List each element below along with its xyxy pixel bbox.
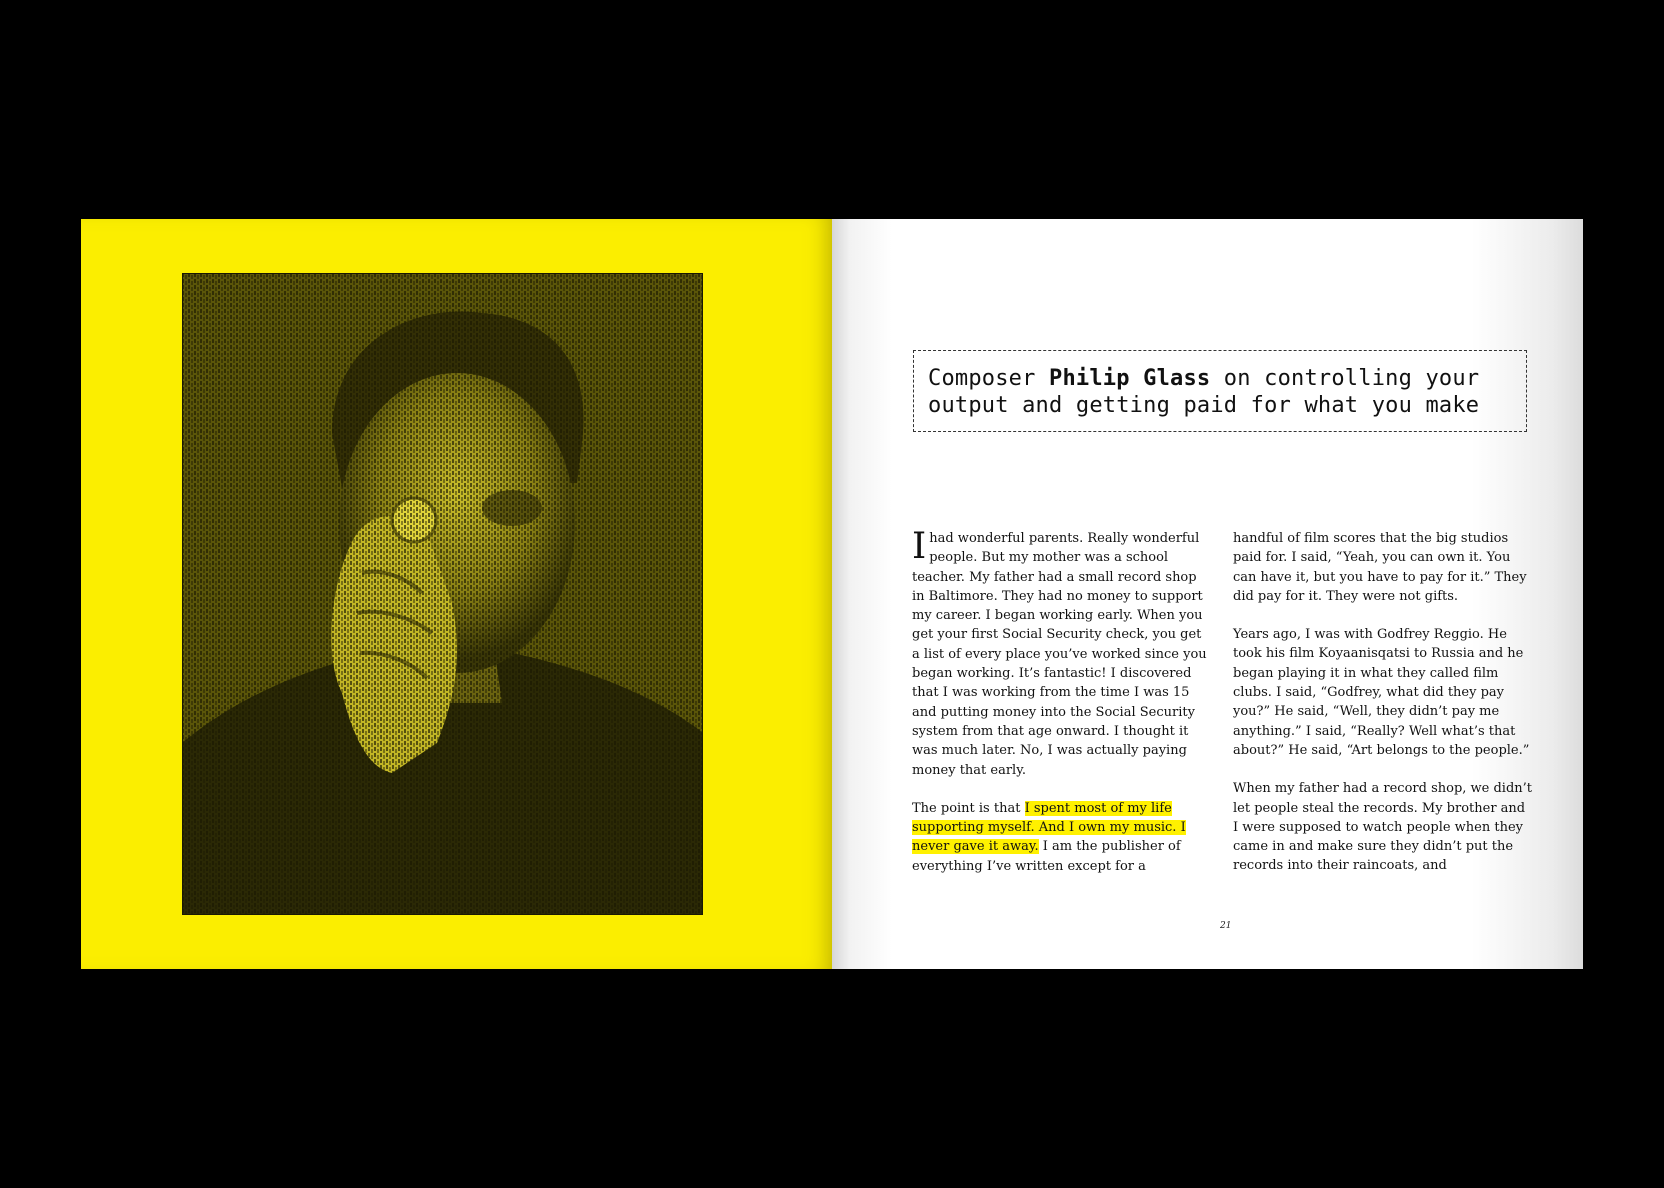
right-page xyxy=(832,219,1583,969)
highlighted-text: I spent most of my life supporting myself. And I own my music. I never gave it away. xyxy=(912,800,1186,855)
headline-name: Philip Glass xyxy=(1049,366,1211,391)
headline-box xyxy=(913,350,1527,432)
paragraph-text: had wonderful parents. Really wonderful people. But my mother was a school teacher. My father had a small record shop in Baltimore. They had no money to support my career. I began working early. When you get your first Social Security check, you get a list of every place you’ve worked since you began working. It’s fantastic! I discovered that I was working from the time I was 15 and putting money into the Social Security system from that age onward. I thought it was much later. No, I was actually paying money that early. xyxy=(912,531,1207,778)
paragraph-text: The point is that xyxy=(912,800,1025,816)
headline-line1-rest: on controlling your xyxy=(1210,366,1480,391)
headline-prefix: Composer xyxy=(928,366,1050,391)
left-page xyxy=(81,219,832,969)
page-number: 21 xyxy=(1220,921,1232,931)
paragraph: When my father had a record shop, we didn’t let people steal the records. My brother and I were supposed to watch people when they came in and make sure they didn’t put the records into their raincoats, and xyxy=(1233,781,1533,874)
drop-cap: I xyxy=(912,526,927,567)
headline-line2: output and getting paid for what you make xyxy=(928,393,1480,418)
paragraph-text: I am the publisher of everything I’ve written except for a xyxy=(912,839,1181,874)
paragraph xyxy=(912,526,1212,780)
paragraph: handful of film scores that the big studios paid for. I said, “Yeah, you can own it. You can have it, but you have to pay for it.” They did pay for it. They were not gifts. xyxy=(1233,531,1527,604)
text-column-1 xyxy=(912,526,1212,895)
portrait-photo xyxy=(182,273,703,915)
book-spread xyxy=(81,219,1583,969)
paragraph: Years ago, I was with Godfrey Reggio. He took his film Koyaanisqatsi to Russia and he began playing it in what they called film clubs. I said, “Godfrey, what did they pay you?” He said, “Well, they didn’t pay me anything.” I said, “Really? Well what’s that about?” He said, “Art belongs to the people.” xyxy=(1233,627,1530,758)
text-column-2 xyxy=(1233,529,1533,895)
paragraph xyxy=(912,799,1212,876)
